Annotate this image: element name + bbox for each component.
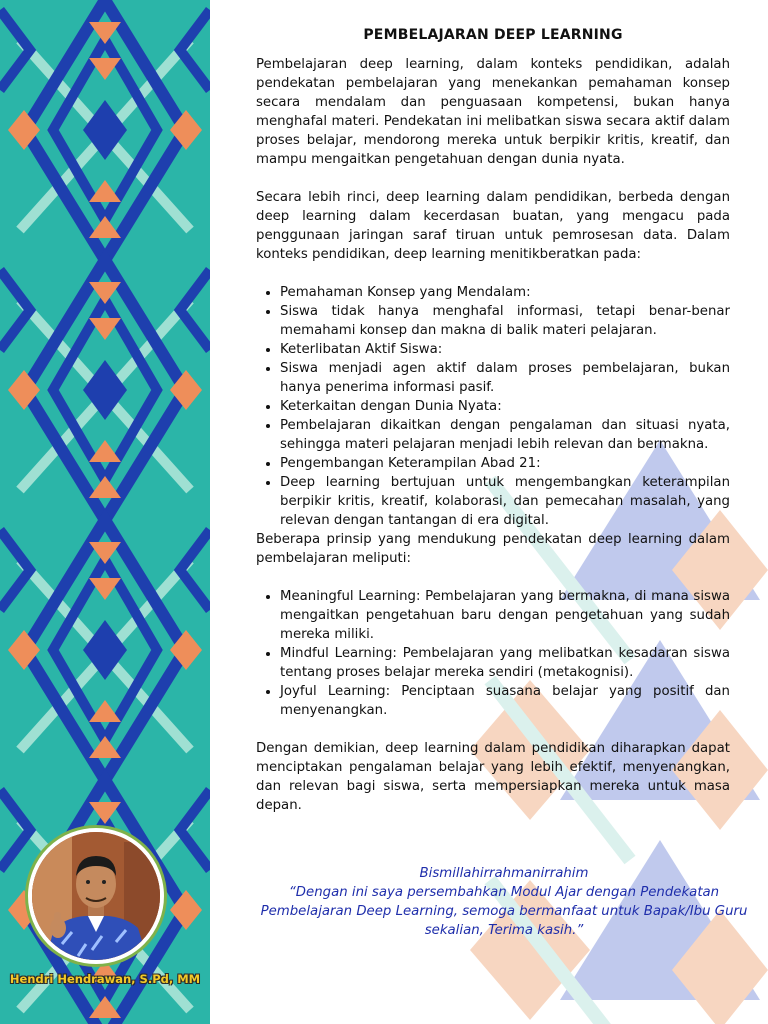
author-photo — [28, 828, 164, 964]
list-item: • Deep learning bertujuan untuk mengembangkan keterampilan berpikir kritis, kreatif, kolaborasi, dan pemecahan masalah, yang relevan dengan tantangan di era digital. — [280, 473, 730, 530]
principles-list — [256, 587, 730, 720]
list-item: • Keterkaitan dengan Dunia Nyata: — [280, 397, 730, 416]
pattern-triangle — [89, 216, 121, 238]
context-paragraph: Secara lebih rinci, deep learning dalam pendidikan, berbeda dengan deep learning dalam kecerdasan buatan, yang mengacu pada penggunaan jaringan saraf tiruan untuk pemrosesan data. Dalam konteks pendidikan, deep learning menitikberatkan pada: — [256, 190, 730, 262]
list-item: • Pengembangan Keterampilan Abad 21: — [280, 454, 730, 473]
closing-message: “Dengan ini saya persembahkan Modul Ajar dengan Pendekatan Pembelajaran Deep Learning, semoga bermanfaat untuk Bapak/Ibu Guru sekalian, Terima kasih.” — [260, 885, 748, 938]
pattern-edge-chevron — [180, 530, 210, 610]
list-item: • Siswa tidak hanya menghafal informasi, tetapi benar-benar memahami konsep dan makna di balik materi pelajaran. — [280, 302, 730, 340]
pattern-triangle — [89, 736, 121, 758]
pattern-triangle — [89, 476, 121, 498]
author-portrait-illustration — [32, 832, 160, 960]
list-item: • Joyful Learning: Penciptaan suasana belajar yang positif dan menyenangkan. — [280, 682, 730, 720]
conclusion-paragraph: Dengan demikian, deep learning dalam pendidikan diharapkan dapat menciptakan pengalaman belajar yang lebih efektif, menyenangkan, dan relevan bagi siswa, serta mempersiapkan mereka untuk masa depan. — [256, 741, 730, 813]
list-item: • Siswa menjadi agen aktif dalam proses pembelajaran, bukan hanya penerima informasi pasif. — [280, 359, 730, 397]
pattern-edge-chevron — [0, 10, 30, 90]
author-name: Hendri Hendrawan, S.Pd, MM — [9, 972, 201, 986]
pattern-edge-chevron — [180, 790, 210, 870]
list-item: • Keterlibatan Aktif Siswa: — [280, 340, 730, 359]
list-item: • Mindful Learning: Pembelajaran yang melibatkan kesadaran siswa tentang proses belajar mereka sendiri (metakognisi). — [280, 644, 730, 682]
list-item: • Pemahaman Konsep yang Mendalam: — [280, 283, 730, 302]
pattern-edge-chevron — [0, 790, 30, 870]
list-item: • Meaningful Learning: Pembelajaran yang bermakna, di mana siswa mengaitkan pengetahuan baru dengan pengetahuan yang sudah mereka miliki. — [280, 587, 730, 644]
pattern-triangle — [89, 22, 121, 44]
list-item: • Pembelajaran dikaitkan dengan pengalaman dan situasi nyata, sehingga materi pelajaran menjadi lebih relevan dan bermakna. — [280, 416, 730, 454]
pattern-edge-chevron — [0, 530, 30, 610]
document-title: PEMBELAJARAN DEEP LEARNING — [363, 27, 623, 43]
closing-greeting: Bismillahirrahmanirrahim — [419, 866, 589, 881]
closing-dedication — [244, 864, 764, 940]
pattern-triangle — [89, 542, 121, 564]
principles-intro: Beberapa prinsip yang mendukung pendekatan deep learning dalam pembelajaran meliputi: — [256, 532, 730, 566]
pattern-triangle — [89, 996, 121, 1018]
pattern-triangle — [89, 282, 121, 304]
pattern-triangle — [89, 802, 121, 824]
intro-paragraph: Pembelajaran deep learning, dalam konteks pendidikan, adalah pendekatan pembelajaran yang menekankan pemahaman konsep secara mendalam dan penguasaan kompetensi, bukan hanya menghafal materi. Pendekatan ini melibatkan siswa secara aktif dalam proses belajar, mendorong mereka untuk berpikir kritis, kreatif, dan mampu mengaitkan pengetahuan dengan dunia nyata. — [256, 57, 730, 167]
focus-list — [256, 283, 730, 530]
pattern-edge-chevron — [0, 270, 30, 350]
document-body — [256, 26, 730, 815]
pattern-edge-chevron — [180, 10, 210, 90]
pattern-edge-chevron — [180, 270, 210, 350]
